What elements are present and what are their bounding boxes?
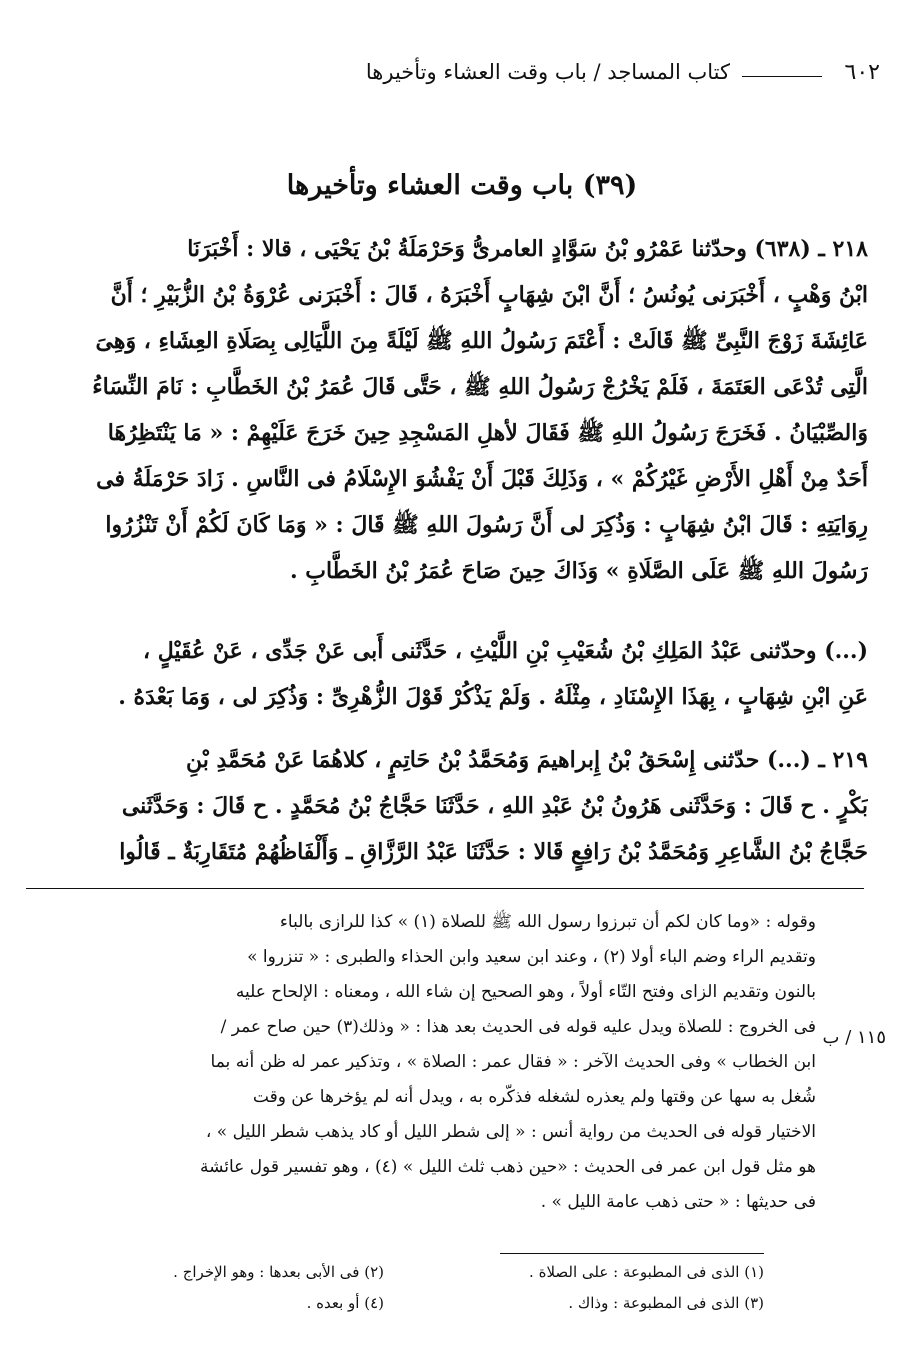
text-line: ٢١٨ ـ (٦٣٨) وحدّثنا عَمْرُو بْنُ سَوَّادٍ العامرىُّ وَحَرْمَلَةُ بْنُ يَحْيَى ، قالا : أَخْبَرَنَا: [187, 236, 868, 262]
note-line: فى الخروج : للصلاة ويدل عليه قوله فى الحديث بعد هذا : « وذلك(٣) حين صاح عمر /: [220, 1017, 816, 1037]
note-line: وتقديم الراء وضم الباء أولا (٢) ، وعند ابن سعيد وابن الحذاء والطبرى : « تنزروا »: [247, 947, 816, 967]
hadith-text-3: [36, 737, 868, 875]
chapter-title: (٣٩) باب وقت العشاء وتأخيرها: [286, 170, 638, 201]
footnote-3: (٣) الذى فى المطبوعة : وذاك .: [568, 1294, 764, 1312]
text-line: (...) وحدّثنى عَبْدُ المَلِكِ بْنُ شُعَيْبِ بْنِ اللَّيْثِ ، حَدَّثَنى أَبى عَنْ جَدِّى ، عَنْ عُقَيْلٍ ،: [142, 638, 868, 664]
header-rule: [742, 76, 822, 77]
footnote-rule: [500, 1253, 764, 1254]
text-line: وَالصِّبْيَانُ . فَخَرَجَ رَسُولُ اللهِ ﷺ فَقَالَ لأهلِ المَسْجِدِ حِينَ خَرَجَ عَلَيْهِمْ : « مَا يَنْتَظِرُهَا: [107, 420, 868, 446]
footnote-2: (٢) فى الأبى بعدها : وهو الإخراج .: [173, 1263, 384, 1281]
text-line: بَكْرٍ . ح قَالَ : وَحَدَّثَنى هَرُونُ بْنُ عَبْدِ اللهِ ، حَدَّثَنَا حَجَّاجُ بْنُ مُحَمَّدٍ . ح قَالَ : وَحَدَّثَنى: [121, 793, 868, 819]
hadith-text: [36, 226, 868, 594]
footnote-separator: [26, 888, 864, 889]
commentary-notes: [36, 905, 816, 1220]
note-line: ابن الخطاب » وفى الحديث الآخر : « فقال عمر : الصلاة » ، وتذكير عمر له ظن أنه بما: [210, 1052, 816, 1072]
text-line: عَنِ ابْنِ شِهَابٍ ، بِهَذَا الإِسْنَادِ ، مِثْلَهُ . وَلَمْ يَذْكُرْ قَوْلَ الزُّهْرِىِّ : وَذُكِرَ لى ، وَمَا بَعْدَهُ .: [118, 684, 868, 710]
header-title: كتاب المساجد / باب وقت العشاء وتأخيرها: [365, 60, 730, 84]
running-header: [30, 56, 880, 96]
note-line: الاختيار قوله فى الحديث من رواية أنس : « إلى شطر الليل أو كاد يذهب شطر الليل » ،: [205, 1122, 816, 1142]
page-number: ٦٠٢: [844, 60, 880, 85]
text-line: عَائِشَةَ زَوْجَ النَّبِىِّ ﷺ قَالَتْ : أَعْتَمَ رَسُولُ اللهِ ﷺ لَيْلَةً مِنَ اللَّيَالِى بِصَلَاةِ العِشَاءِ ، وَهِىَ: [95, 328, 868, 354]
text-line: ٢١٩ ـ (...) حدّثنى إِسْحَقُ بْنُ إِبراهيمَ وَمُحَمَّدُ بْنُ حَاتِمٍ ، كلاهُمَا عَنْ مُحَمَّدِ بْنِ: [185, 747, 868, 773]
footnote-4: (٤) أو بعده .: [306, 1294, 384, 1312]
note-line: هو مثل قول ابن عمر فى الحديث : «حين ذهب ثلث الليل » (٤) ، وهو تفسير قول عائشة: [199, 1157, 816, 1177]
text-line: أَحَدٌ مِنْ أَهْلِ الأَرْضِ غَيْرُكُمْ » ، وَذَلِكَ قَبْلَ أَنْ يَفْشُوَ الإِسْلَامُ فى النَّاسِ . زَادَ حَرْمَلَةُ فى: [96, 466, 868, 492]
text-line: رَسُولَ اللهِ ﷺ عَلَى الصَّلَاةِ » وَذَاكَ حِينَ صَاحَ عُمَرُ بْنُ الخَطَّابِ .: [289, 558, 868, 584]
note-line: بالنون وتقديم الزاى وفتح التّاء أولاً ، وهو الصحيح إن شاء الله ، ومعناه : الإلحاح عليه: [235, 982, 816, 1002]
text-line: الَّتِى تُدْعَى العَتَمَةَ ، فَلَمْ يَخْرُجْ رَسُولُ اللهِ ﷺ ، حَتَّى قَالَ عُمَرُ بْنُ الخَطَّابِ : نَامَ النِّسَاءُ: [92, 374, 868, 400]
footnote-1: (١) الذى فى المطبوعة : على الصلاة .: [529, 1263, 764, 1281]
note-line: شُغل به سها عن وقتها ولم يعذره لشغله فذكّره به ، ويدل أنه لم يؤخرها عن وقت: [252, 1087, 816, 1107]
text-line: رِوَايَتِهِ : قَالَ ابْنُ شِهَابٍ : وَذُكِرَ لى أَنَّ رَسُولَ اللهِ ﷺ قَالَ : « وَمَا كَانَ لَكُمْ أَنْ تَنْزُرُوا: [105, 512, 868, 538]
margin-reference: ١١٥ / ب: [822, 1027, 886, 1048]
text-line: حَجَّاجُ بْنُ الشَّاعِرِ وَمُحَمَّدُ بْنُ رَافِعٍ قَالا : حَدَّثَنَا عَبْدُ الرَّزَّاقِ ـ وَأَلْفَاظُهُمْ مُتَقَارِبَةٌ ـ قَالُوا: [119, 839, 868, 865]
note-line: وقوله : «وما كان لكم أن تبرزوا رسول الله ﷺ للصلاة (١) » كذا للرازى بالباء: [279, 912, 816, 932]
hadith-text-2: [36, 628, 868, 720]
note-line: فى حديثها : « حتى ذهب عامة الليل » .: [540, 1192, 816, 1212]
text-line: ابْنُ وَهْبٍ ، أَخْبَرَنى يُونُسُ ؛ أَنَّ ابْنَ شِهَابٍ أَخْبَرَهُ ، قَالَ : أَخْبَرَنى عُرْوَةُ بْنُ الزُّبَيْرِ ؛ أَنَّ: [110, 282, 868, 308]
